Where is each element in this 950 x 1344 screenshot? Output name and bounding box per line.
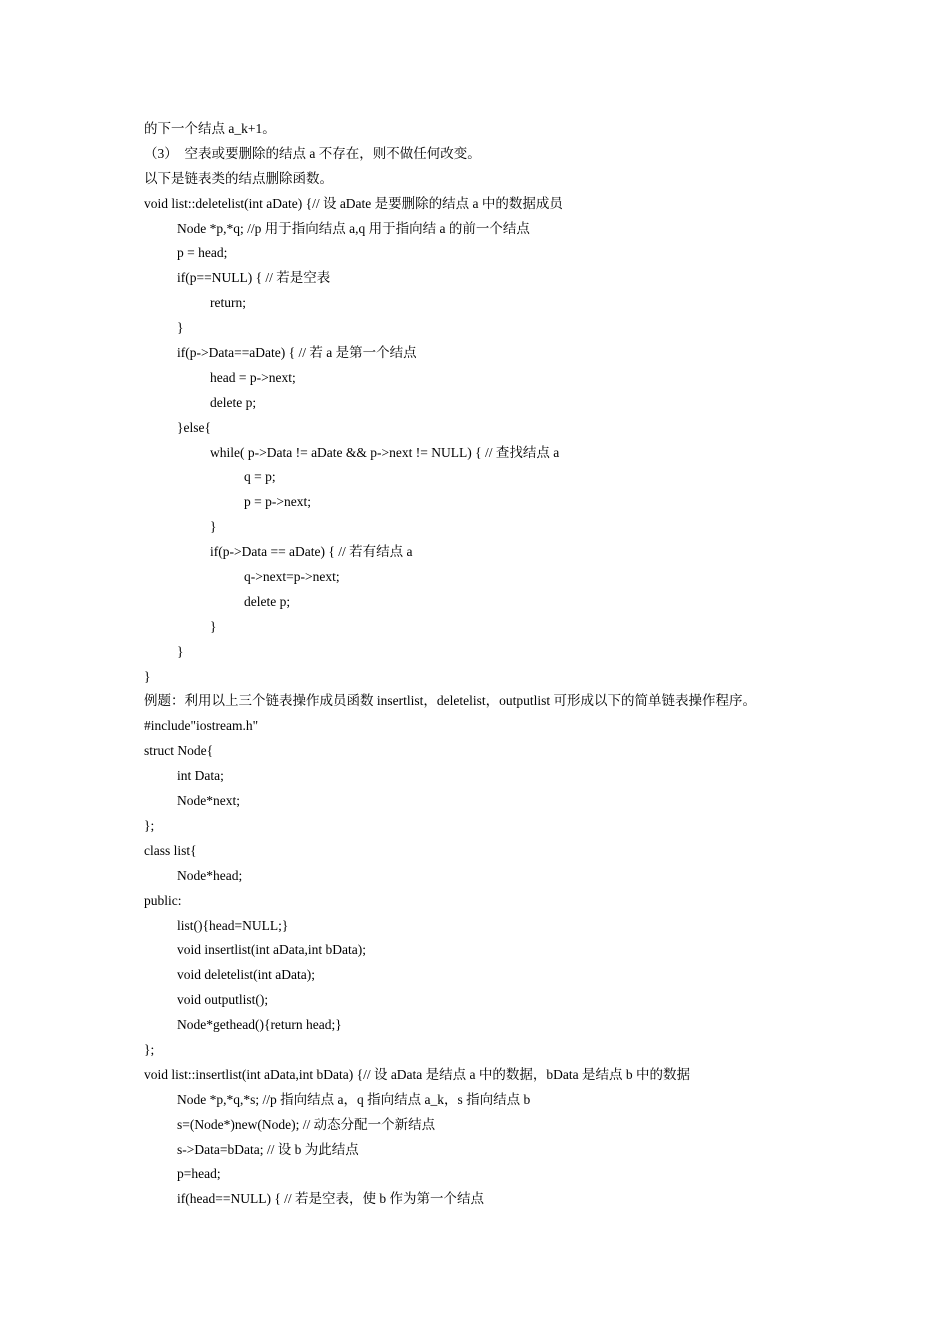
text-line: 以下是链表类的结点删除函数。 bbox=[144, 170, 333, 186]
code-line: } bbox=[177, 643, 184, 659]
code-line: } bbox=[210, 618, 217, 634]
code-line: void deletelist(int aData); bbox=[177, 967, 315, 983]
code-line: delete p; bbox=[244, 593, 291, 609]
code-line: } bbox=[210, 519, 217, 535]
code-line: delete p; bbox=[210, 394, 257, 410]
code-line: Node *p,*q; //p 用于指向结点 a,q 用于指向结 a 的前一个结点 bbox=[177, 220, 530, 236]
code-line: s->Data=bData; // 设 b 为此结点 bbox=[177, 1141, 359, 1157]
code-line: q = p; bbox=[244, 469, 276, 485]
code-line: p = head; bbox=[177, 245, 228, 261]
code-line: if(head==NULL) { // 若是空表，使 b 作为第一个结点 bbox=[177, 1191, 485, 1207]
text-line: 的下一个结点 a_k+1。 bbox=[144, 121, 276, 136]
code-line: } bbox=[144, 668, 151, 684]
code-line: Node *p,*q,*s; //p 指向结点 a，q 指向结点 a_k，s 指向结点 b bbox=[177, 1091, 531, 1107]
code-line: #include"iostream.h" bbox=[144, 718, 259, 734]
code-line: p = p->next; bbox=[244, 494, 311, 510]
code-line: } bbox=[177, 320, 184, 336]
code-line: class list{ bbox=[144, 842, 197, 858]
code-line: if(p==NULL) { // 若是空表 bbox=[177, 270, 331, 286]
text-line: 例题：利用以上三个链表操作成员函数 insertlist，deletelist，outputlist 可形成以下的简单链表操作程序。 bbox=[144, 693, 756, 709]
code-line: s=(Node*)new(Node); // 动态分配一个新结点 bbox=[177, 1116, 436, 1132]
code-line: if(p->Data==aDate) { // 若 a 是第一个结点 bbox=[177, 345, 417, 361]
code-line: q->next=p->next; bbox=[244, 569, 340, 585]
code-line: }; bbox=[144, 1041, 155, 1057]
code-line: int Data; bbox=[177, 768, 224, 784]
code-line: struct Node{ bbox=[144, 743, 214, 759]
code-line: Node*next; bbox=[177, 793, 240, 809]
code-line: }; bbox=[144, 817, 155, 833]
text-line: （3） 空表或要删除的结点 a 不存在，则不做任何改变。 bbox=[144, 145, 481, 161]
code-line: list(){head=NULL;} bbox=[177, 917, 289, 933]
code-line: Node*head; bbox=[177, 867, 243, 883]
code-text-block bbox=[0, 117, 950, 1212]
code-line: }else{ bbox=[177, 419, 211, 435]
code-line: while( p->Data != aDate && p->next != NULL) { // 查找结点 a bbox=[210, 444, 560, 460]
code-line: if(p->Data == aDate) { // 若有结点 a bbox=[210, 544, 413, 560]
code-line: return; bbox=[210, 295, 246, 311]
code-line: Node*gethead(){return head;} bbox=[177, 1017, 342, 1033]
code-line: p=head; bbox=[177, 1166, 221, 1182]
code-line: void list::insertlist(int aData,int bData) {// 设 aData 是结点 a 中的数据，bData 是结点 b 中的数据 bbox=[144, 1066, 691, 1082]
code-line: void outputlist(); bbox=[177, 992, 269, 1008]
code-line: head = p->next; bbox=[210, 369, 296, 385]
code-line: void insertlist(int aData,int bData); bbox=[177, 942, 366, 958]
code-line: public: bbox=[144, 892, 182, 908]
code-line: void list::deletelist(int aDate) {// 设 aDate 是要删除的结点 a 中的数据成员 bbox=[144, 195, 563, 211]
